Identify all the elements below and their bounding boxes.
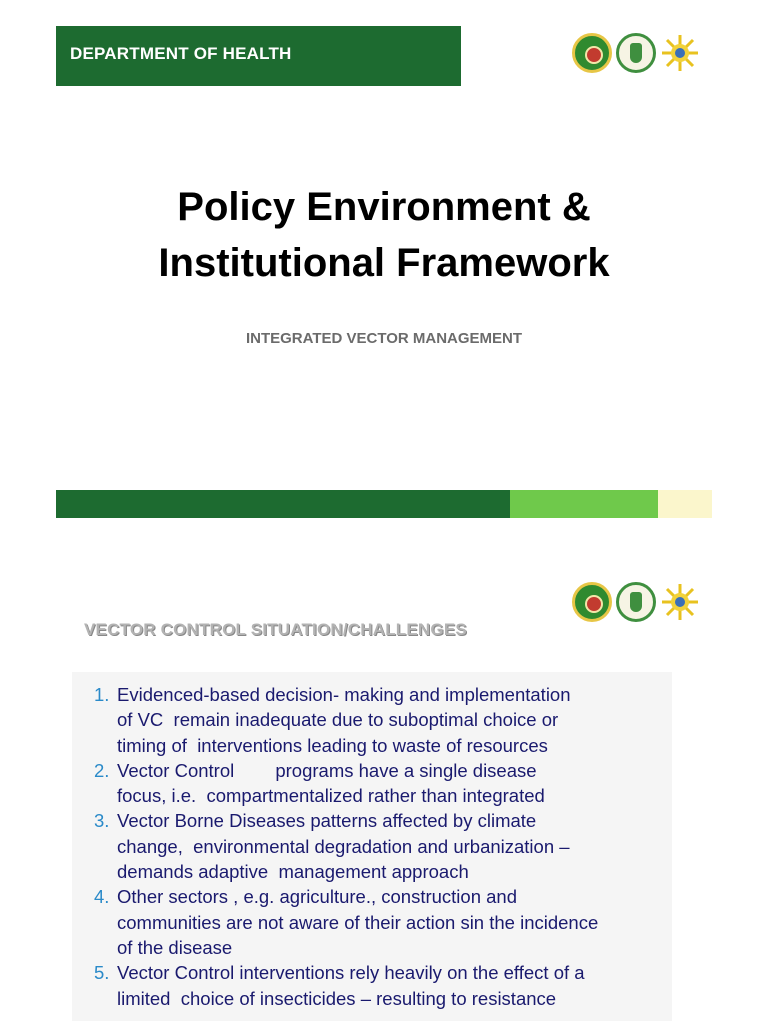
doh-seal-icon bbox=[572, 33, 612, 73]
color-bar-pale bbox=[658, 490, 712, 518]
title-line-2: Institutional Framework bbox=[158, 241, 610, 285]
list-line: demands adaptive management approach bbox=[117, 861, 469, 883]
subtitle: INTEGRATED VECTOR MANAGEMENT bbox=[245, 330, 523, 347]
list-line: Other sectors , e.g. agriculture., construction and bbox=[117, 886, 517, 908]
section-heading: VECTOR CONTROL SITUATION/CHALLENGES bbox=[84, 620, 467, 639]
logo-group bbox=[572, 33, 700, 73]
list-item bbox=[72, 758, 672, 809]
list-line: focus, i.e. compartmentalized rather than integrated bbox=[117, 785, 545, 807]
list-item bbox=[72, 960, 672, 1011]
list-line: timing of interventions leading to waste of resources bbox=[117, 734, 548, 756]
ritm-seal-icon bbox=[616, 33, 656, 73]
list-number: 1. bbox=[94, 684, 110, 705]
list-line: of the disease bbox=[117, 936, 233, 958]
list-number: 5. bbox=[94, 962, 110, 984]
color-bar-light bbox=[510, 490, 658, 518]
list-line: of VC remain inadequate due to suboptimal choice or bbox=[117, 709, 559, 731]
title-line-1: Policy Environment & bbox=[177, 185, 591, 229]
list-line: change, environmental degradation and urbanization – bbox=[117, 835, 570, 857]
color-bar-dark bbox=[56, 490, 510, 518]
sun-seal-icon bbox=[660, 33, 700, 73]
list-line: Evidenced-based decision- making and implementation bbox=[117, 684, 571, 705]
list-line: limited choice of insecticides – resulting to resistance bbox=[117, 987, 557, 1009]
banner-text: DEPARTMENT OF HEALTH bbox=[70, 44, 292, 63]
slide-challenges bbox=[0, 560, 768, 1024]
list-line: communities are not aware of their action sin the incidence bbox=[117, 911, 599, 933]
list-line: Vector Control programs have a single disease bbox=[117, 759, 537, 781]
doh-seal-icon bbox=[572, 582, 612, 622]
logo-group bbox=[572, 582, 700, 622]
list-line: Vector Control interventions rely heavily on the effect of a bbox=[117, 962, 585, 984]
list-number: 3. bbox=[94, 810, 110, 832]
challenge-list bbox=[72, 672, 672, 1021]
sun-seal-icon bbox=[660, 582, 700, 622]
list-item bbox=[72, 884, 672, 960]
list-number: 4. bbox=[94, 886, 110, 908]
list-line: Vector Borne Diseases patterns affected by climate bbox=[117, 810, 537, 832]
list-number: 2. bbox=[94, 759, 110, 781]
ritm-seal-icon bbox=[616, 582, 656, 622]
list-item bbox=[72, 808, 672, 884]
list-item bbox=[72, 682, 672, 758]
doh-banner bbox=[56, 26, 461, 86]
